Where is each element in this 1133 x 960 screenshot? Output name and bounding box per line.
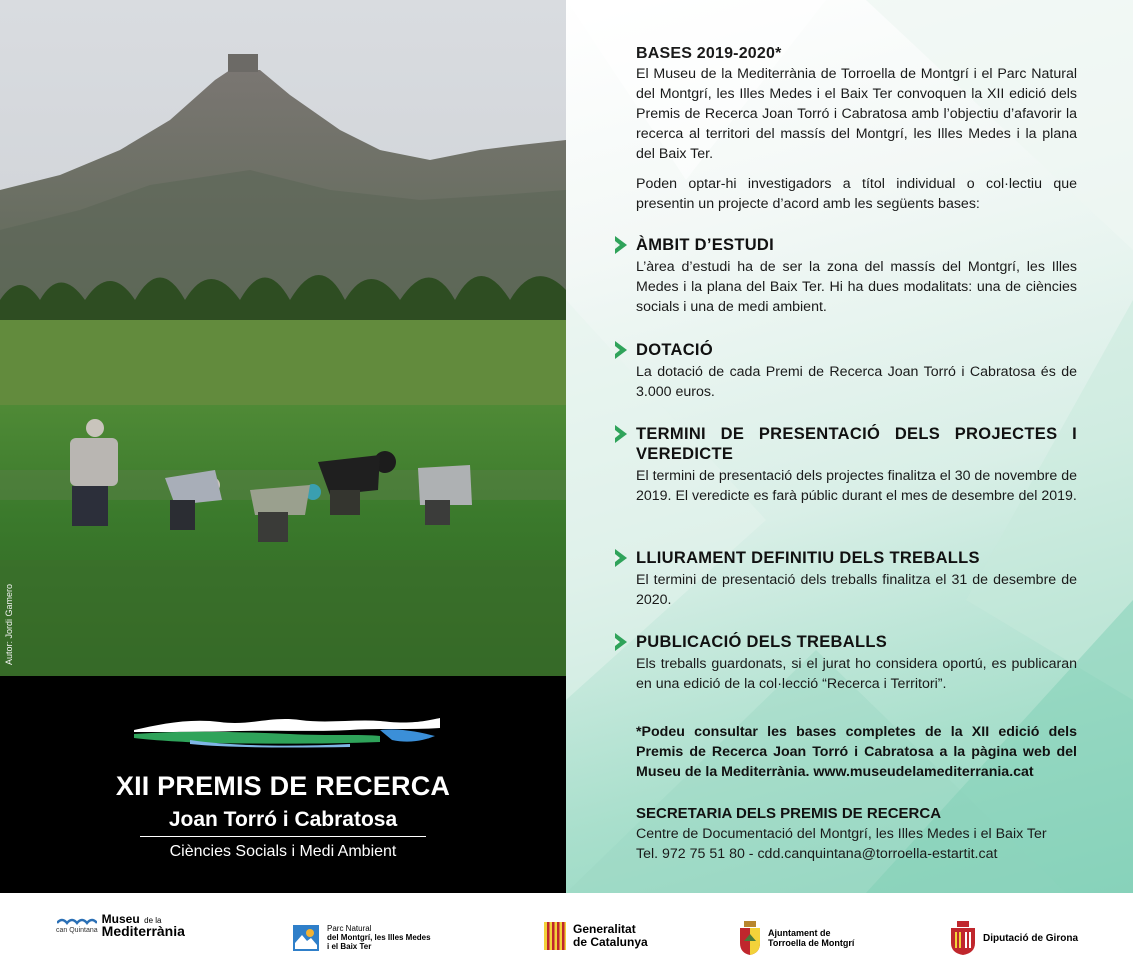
arrow-icon — [615, 425, 627, 443]
secretaria-heading: SECRETARIA DELS PREMIS DE RECERCA — [636, 805, 942, 822]
bases-eligibility-paragraph: Poden optar-hi investigadors a títol individual o col·lectiu que presentin un projecte d’acord amb les següents bases: — [636, 176, 1077, 212]
landscape-logo-icon — [130, 714, 442, 748]
photo-credit: Autor: Jordi Gamero — [4, 583, 14, 665]
arrow-icon — [615, 549, 627, 567]
section-title: DOTACIÓ — [636, 341, 713, 359]
parc-line2: del Montgrí, les Illes Medes — [327, 933, 431, 942]
bases-intro — [636, 44, 1077, 214]
section-ambit — [636, 235, 1077, 317]
parc-line3: i el Baix Ter — [327, 942, 372, 951]
award-subtitle: Joan Torró i Cabratosa — [168, 808, 398, 831]
right-panel — [566, 0, 1133, 893]
award-title: XII PREMIS DE RECERCA — [115, 771, 451, 801]
title-divider — [140, 836, 426, 837]
museu-wave-icon — [57, 917, 97, 927]
section-dotacio — [636, 340, 1077, 402]
diputacio-shield-icon — [950, 921, 976, 955]
section-text: Els treballs guardonats, si el jurat ho considera oportú, es publicaran en una edició de la col·lecció “Recerca i Territori”. — [636, 656, 1077, 692]
parc-natural-icon — [293, 925, 319, 951]
arrow-icon — [615, 341, 627, 359]
landscape-photo — [0, 0, 566, 676]
section-publicacio — [636, 632, 1077, 694]
museu-top: Museu — [101, 912, 140, 926]
ajuntament-logo — [738, 921, 854, 955]
award-category: Ciències Socials i Medi Ambient — [169, 843, 397, 860]
museu-small-label: can Quintana — [56, 926, 98, 934]
museu-bottom: Mediterrània — [101, 923, 185, 939]
museu-de: de la — [144, 916, 162, 925]
ajunt-line1: Ajuntament de — [768, 928, 831, 938]
title-band — [0, 676, 566, 893]
parc-line1: Parc Natural — [327, 924, 372, 933]
senyera-icon — [544, 922, 566, 950]
gencat-line2: de Catalunya — [573, 935, 648, 949]
section-text: El termini de presentació dels projectes finalitza el 30 de novembre de 2019. El veredicte es farà públic durant el mes de desembre del 2019. — [636, 468, 1077, 504]
ajunt-line2: Torroella de Montgrí — [768, 938, 855, 948]
section-text: La dotació de cada Premi de Recerca Joan Torró i Cabratosa és de 3.000 euros. — [636, 364, 1077, 400]
section-termini — [636, 424, 1077, 506]
arrow-icon — [615, 633, 627, 651]
bases-heading: BASES 2019-2020* — [636, 45, 782, 62]
section-text: L’àrea d’estudi ha de ser la zona del massís del Montgrí, les Illes Medes i la plana del Baix Ter. Hi ha dues modalitats: una de ciències socials i una de medi ambient. — [636, 259, 1077, 315]
bases-intro-paragraph: El Museu de la Mediterrània de Torroella de Montgrí i el Parc Natural del Montgrí, les Illes Medes i el Baix Ter convoquen la XII edició dels Premis de Recerca Joan Torró i Cabratosa amb l’objectiu d’afavorir la recerca al territori del massís del Montgrí, les Illes Medes i la plana del Baix Ter. — [636, 66, 1077, 162]
generalitat-logo — [544, 922, 648, 950]
secretaria-block — [636, 804, 1077, 864]
section-lliurament — [636, 548, 1077, 610]
section-title: ÀMBIT D’ESTUDI — [636, 236, 775, 254]
secretaria-contact: Tel. 972 75 51 80 - cdd.canquintana@torroella-estartit.cat — [636, 846, 998, 862]
section-title: TERMINI DE PRESENTACIÓ DELS PROJECTES I VEREDICTE — [636, 425, 1077, 463]
secretaria-address: Centre de Documentació del Montgrí, les Illes Medes i el Baix Ter — [636, 826, 1047, 842]
ajuntament-shield-icon — [738, 921, 762, 955]
section-title: LLIURAMENT DEFINITIU DELS TREBALLS — [636, 549, 980, 567]
parc-natural-logo — [293, 924, 431, 951]
dipu-label: Diputació de Girona — [983, 932, 1079, 944]
arrow-icon — [615, 236, 627, 254]
sponsor-footer — [0, 893, 1133, 960]
museu-logo — [56, 913, 185, 937]
diputacio-logo — [950, 921, 1078, 955]
left-panel — [0, 0, 566, 893]
gencat-line1: Generalitat — [573, 922, 636, 936]
section-title: PUBLICACIÓ DELS TREBALLS — [636, 633, 888, 651]
section-text: El termini de presentació dels treballs finalitza el 31 de desembre de 2020. — [636, 572, 1077, 608]
bases-note: *Podeu consultar les bases completes de la XII edició dels Premis de Recerca Joan Torró i Cabratosa a la pàgina web del Museu de la Mediterrània. www.museudelamediterrania.cat — [636, 724, 1077, 780]
